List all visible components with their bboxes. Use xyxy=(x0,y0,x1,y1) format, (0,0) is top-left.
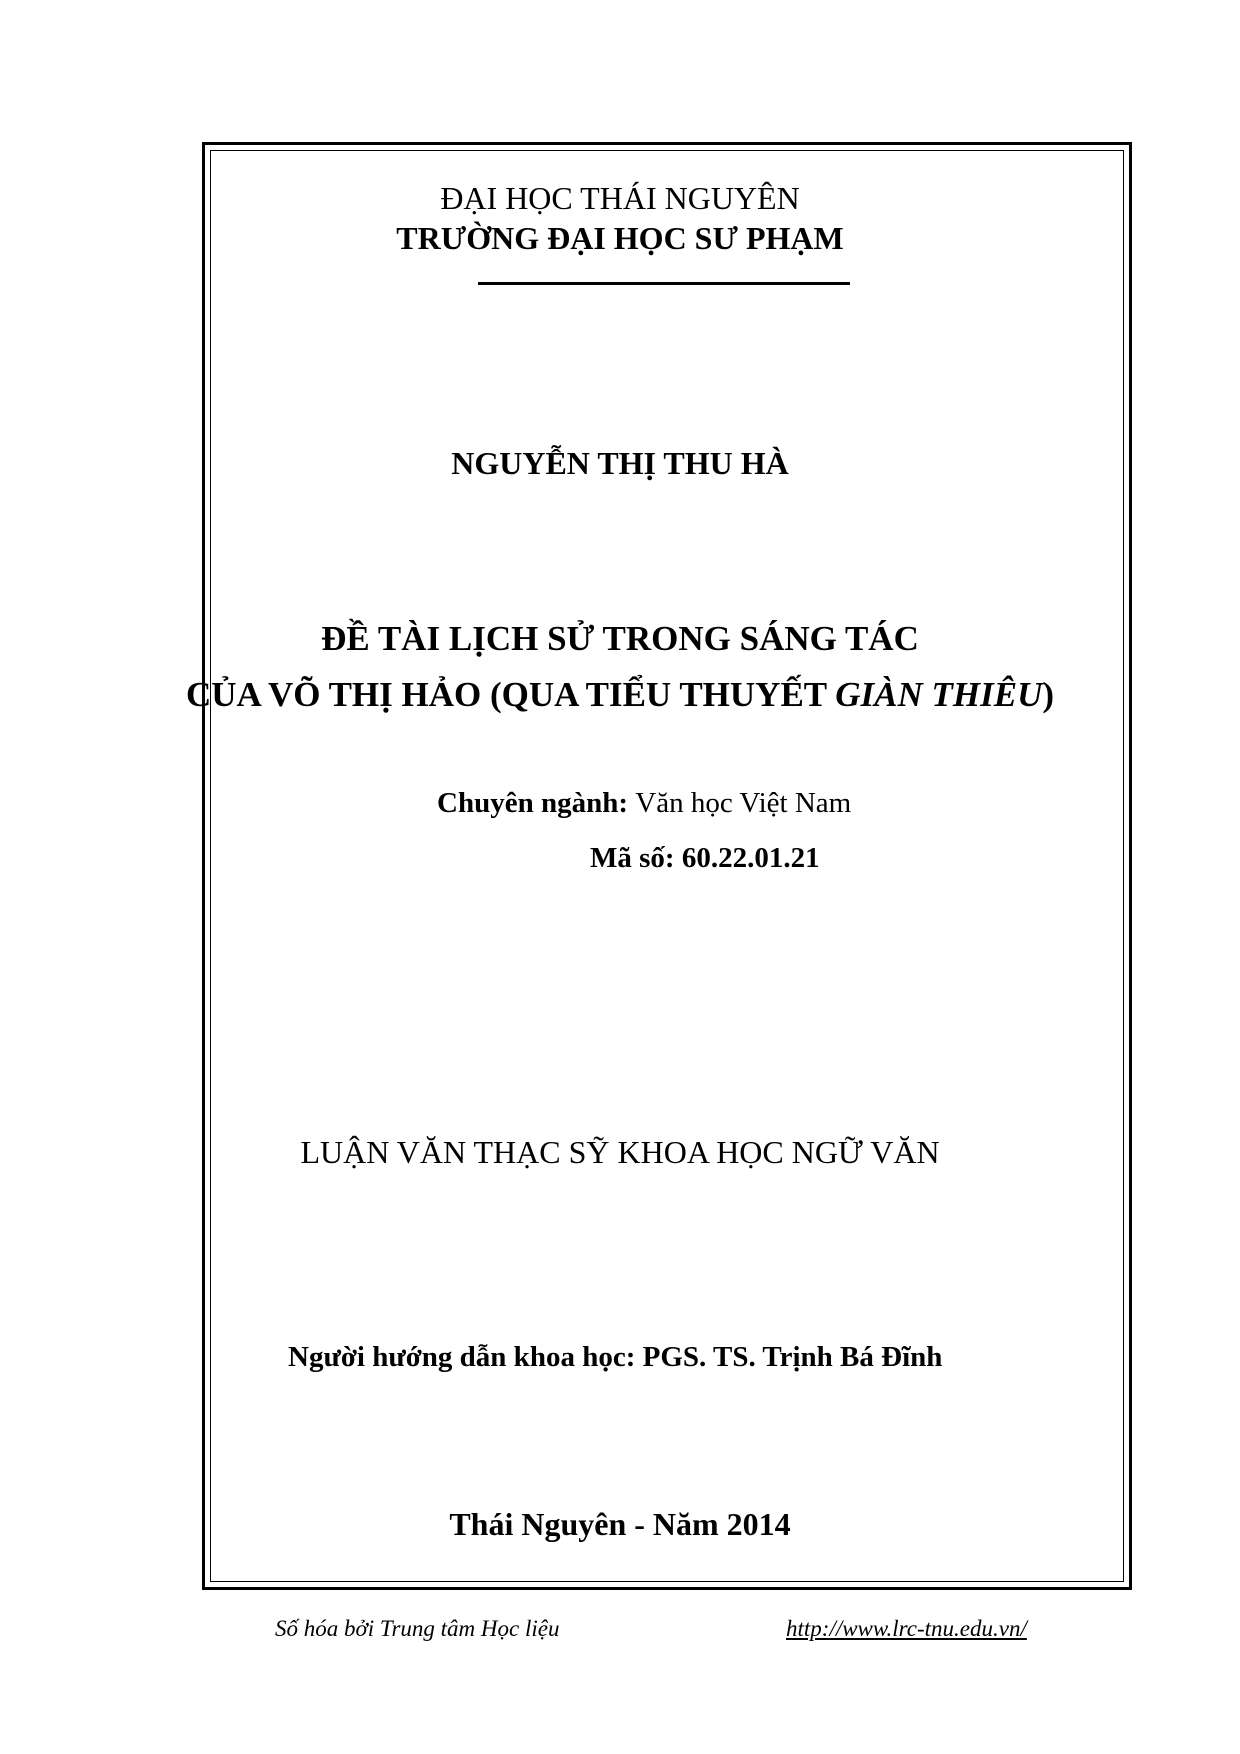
thesis-title-line-2-suffix: ) xyxy=(1042,675,1055,714)
thesis-title-line-2 xyxy=(0,675,1240,715)
author-name: NGUYỄN THỊ THU HÀ xyxy=(451,445,789,481)
major xyxy=(437,787,851,820)
thesis-title-line-1: ĐỀ TÀI LỊCH SỬ TRONG SÁNG TÁC xyxy=(321,619,919,658)
degree-title: LUẬN VĂN THẠC SỸ KHOA HỌC NGỮ VĂN xyxy=(300,1134,940,1170)
place-year: Thái Nguyên - Năm 2014 xyxy=(449,1506,791,1542)
footer-url-link[interactable]: http://www.lrc-tnu.edu.vn/ xyxy=(786,1616,1027,1641)
major-label: Chuyên ngành: xyxy=(437,787,636,819)
thesis-title-line-2-prefix: CỦA VÕ THỊ HẢO (QUA TIỂU THUYẾT xyxy=(185,675,836,714)
major-value: Văn học Việt Nam xyxy=(635,787,852,819)
school-name: TRƯỜNG ĐẠI HỌC SƯ PHẠM xyxy=(396,220,844,256)
footer-digitized-by: Số hóa bởi Trung tâm Học liệu xyxy=(275,1616,560,1641)
advisor: Người hướng dẫn khoa học: PGS. TS. Trịnh Bá Đĩnh xyxy=(288,1341,943,1373)
header-divider xyxy=(478,282,850,285)
novel-title: GIÀN THIÊU xyxy=(835,675,1043,714)
major-code: Mã số: 60.22.01.21 xyxy=(590,842,820,874)
university-name: ĐẠI HỌC THÁI NGUYÊN xyxy=(440,180,800,216)
